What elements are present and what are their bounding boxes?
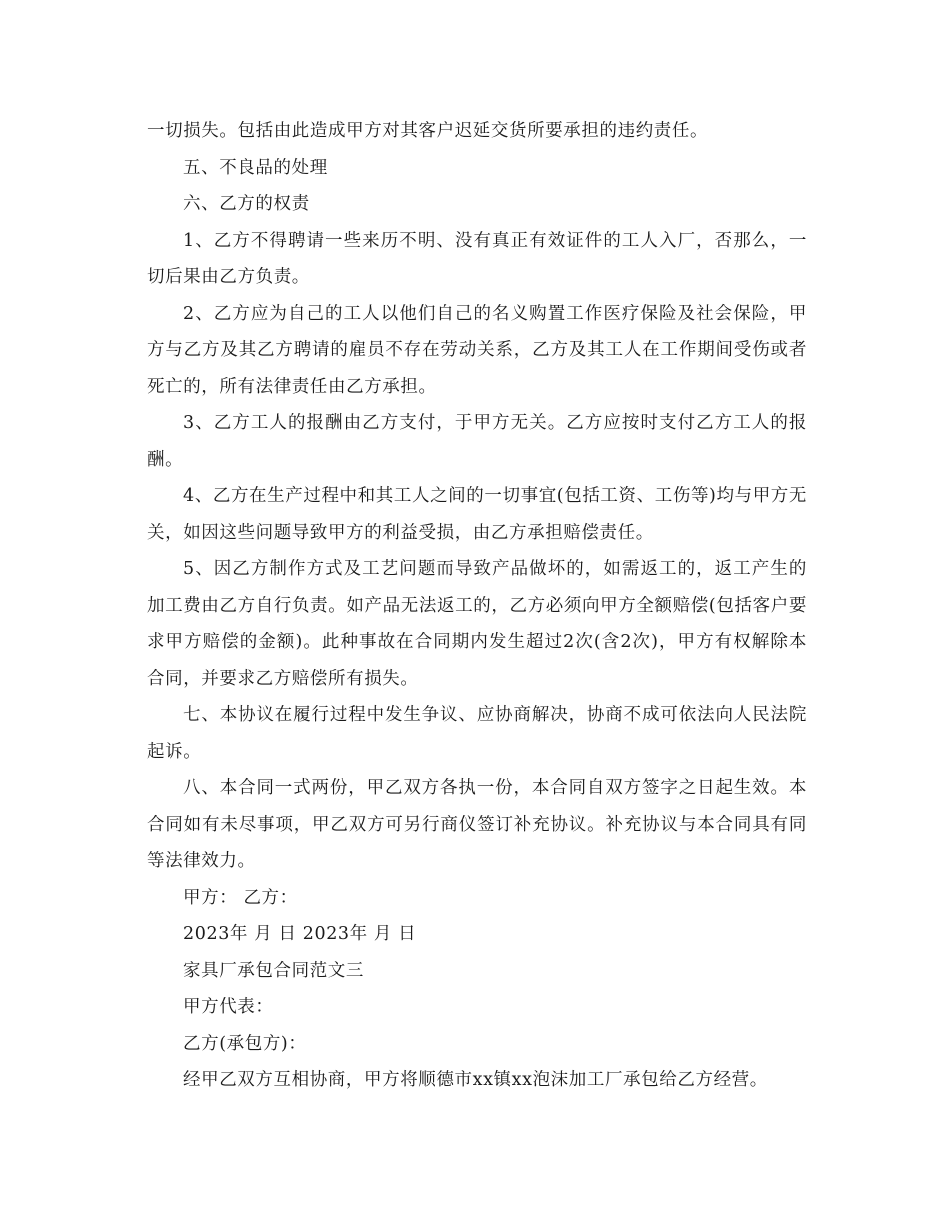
sample-title-3: 家具厂承包合同范文三 <box>183 960 364 981</box>
clause-5-rework: 5、因乙方制作方式及工艺问题而导致产品做坏的，如需返工的，返工产生的加工费由乙方自行负责。如产品无法返工的，乙方必须向甲方全额赔偿(包括客户要求甲方赔偿的金额)。此种事故在合同期内发生超过2次(含2次)，甲方有权解除本合同，并要求乙方赔偿所有损失。 <box>147 559 807 689</box>
section-8-copies-effect: 八、本合同一式两份，甲乙双方各执一份，本合同自双方签字之日起生效。本合同如有未尽事项，甲乙双方可另行商仪签订补充协议。补充协议与本合同具有同等法律效力。 <box>147 778 807 871</box>
section-heading-defective-goods: 五、不良品的处理 <box>183 157 328 178</box>
contract-preamble: 经甲乙双方互相协商，甲方将顺德市xx镇xx泡沫加工厂承包给乙方经营。 <box>183 1070 768 1090</box>
clause-3-wages: 3、乙方工人的报酬由乙方支付，于甲方无关。乙方应按时支付乙方工人的报酬。 <box>147 413 807 470</box>
section-heading-party-b-rights: 六、乙方的权责 <box>183 194 310 214</box>
clause-4-disputes-with-workers: 4、乙方在生产过程中和其工人之间的一切事宜(包括工资、工伤等)均与甲方无关，如因这些问题导致甲方的利益受损，由乙方承担赔偿责任。 <box>147 486 807 543</box>
paragraph-loss-liability: 一切损失。包括由此造成甲方对其客户迟延交货所要承担的违约责任。 <box>147 121 709 141</box>
party-b-contractor: 乙方(承包方)： <box>183 1033 307 1054</box>
section-7-dispute-resolution: 七、本协议在履行过程中发生争议、应协商解决，协商不成可依法向人民法院起诉。 <box>147 705 807 762</box>
party-a-representative: 甲方代表： <box>183 997 274 1017</box>
signature-dates: 2023年 月 日 2023年 月 日 <box>183 924 417 944</box>
document-body <box>147 113 807 1099</box>
clause-1-hiring: 1、乙方不得聘请一些来历不明、没有真正有效证件的工人入厂，否那么，一切后果由乙方负责。 <box>147 230 807 287</box>
clause-2-insurance: 2、乙方应为自己的工人以他们自己的名义购置工作医疗保险及社会保险，甲方与乙方及其乙方聘请的雇员不存在劳动关系，乙方及其工人在工作期间受伤或者死亡的，所有法律责任由乙方承担。 <box>147 303 807 397</box>
signature-parties: 甲方： 乙方： <box>183 887 298 908</box>
